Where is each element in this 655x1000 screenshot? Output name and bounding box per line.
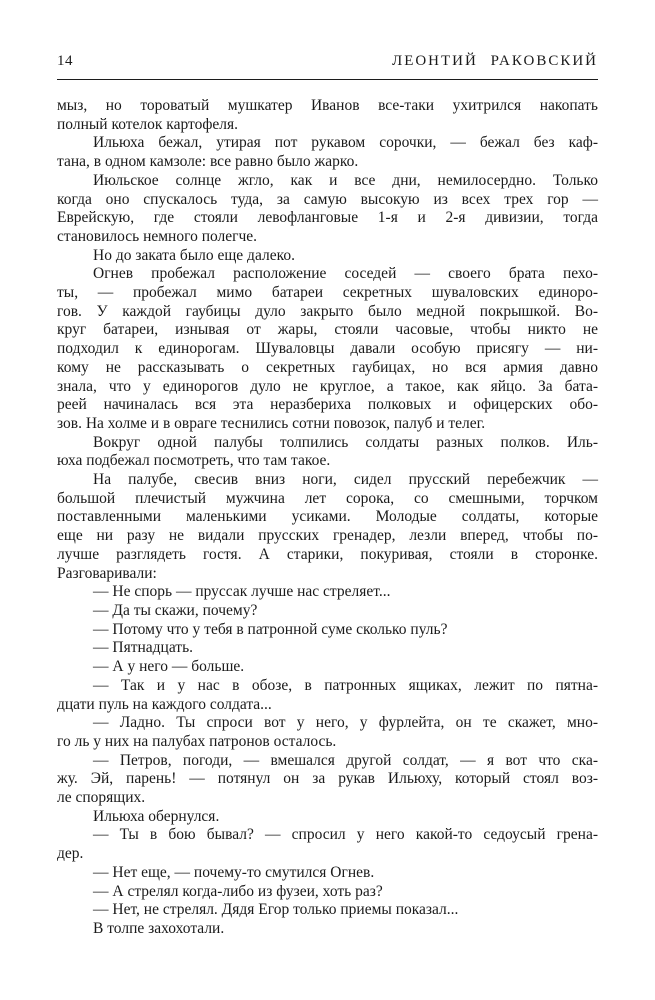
text-line: Июльское солнце жгло, как и все дни, немилосердно. Только [93, 171, 598, 189]
paragraph [57, 677, 598, 714]
paragraph [57, 621, 598, 640]
paragraph [57, 172, 598, 247]
paragraph [57, 134, 598, 171]
paragraph [57, 883, 598, 902]
text-line: Вокруг одной палубы толпились солдаты разных полков. Иль- [93, 433, 598, 451]
text-line: — Да ты скажи, почему? [93, 601, 258, 619]
page-header [57, 54, 598, 80]
text-line: жу. Эй, парень! — потянул он за рукав Ильюху, который стоял воз- [57, 770, 598, 788]
text-line: реей начиналась вся эта неразбериха полковых и офицерских обо- [57, 396, 598, 414]
text-line: На палубе, свесив вниз ноги, сидел прусский перебежчик — [93, 471, 598, 489]
text-line: ле спорящих. [57, 789, 146, 807]
running-head-author: ЛЕОНТИЙ РАКОВСКИЙ [392, 53, 598, 69]
text-line: круг батареи, изнывая от жары, стояли часовые, чтобы никто не [57, 321, 598, 339]
text-line: — Ты в бою бывал? — спросил у него какой-то седоусый грена- [93, 826, 598, 844]
text-line: го ль у них на палубах патронов осталось. [57, 732, 337, 750]
text-line: дер. [57, 845, 84, 863]
text-line: поставленными маленькими усиками. Молодые солдаты, которые [57, 508, 598, 526]
text-line: — Ладно. Ты спроси вот у него, у фурлейта, он те скажет, мно- [93, 714, 598, 732]
text-line: В толпе захохотали. [93, 919, 225, 937]
text-line: зов. На холме и в овраге теснились сотни повозок, палуб и телег. [57, 414, 486, 432]
text-line: знала, что у единорогов дуло не круглое, а такое, как яйцо. За бата- [57, 377, 598, 395]
paragraph [57, 97, 598, 134]
text-line: лучше разглядеть гостя. А старики, покуривая, стояли в сторонке. [57, 545, 598, 563]
paragraph [57, 265, 598, 433]
text-line: становилось немного полегче. [57, 227, 258, 245]
text-line: Ильюха бежал, утирая пот рукавом сорочки, — бежал без каф- [93, 134, 598, 152]
text-line: — Нет, не стрелял. Дядя Егор только приемы показал... [93, 901, 459, 919]
text-line: Огнев пробежал расположение соседей — своего брата пехо- [93, 265, 598, 283]
text-line: тана, в одном камзоле: все равно было жарко. [57, 153, 359, 171]
page-text [57, 97, 598, 939]
text-line: ты, — пробежал мимо батареи секретных шуваловских единоро- [57, 284, 598, 302]
page-number: 14 [57, 53, 73, 69]
text-line: — Не спорь — пруссак лучше нас стреляет... [93, 583, 391, 601]
paragraph [57, 901, 598, 920]
text-line: большой плечистый мужчина лет сорока, со смешными, торчком [57, 489, 598, 507]
text-line: Ильюха обернулся. [93, 807, 220, 825]
text-line: — Потому что у тебя в патронной суме сколько пуль? [93, 620, 448, 638]
text-line: подходил к единорогам. Шуваловцы давали особую присягу — ни- [57, 340, 598, 358]
paragraph [57, 714, 598, 751]
paragraph [57, 247, 598, 266]
paragraph [57, 639, 598, 658]
text-line: — Петров, погоди, — вмешался другой солдат, — я вот что ска- [93, 751, 598, 769]
text-line: — Нет еще, — почему-то смутился Огнев. [93, 863, 375, 881]
paragraph [57, 920, 598, 939]
text-line: — А стрелял когда-либо из фузеи, хоть раз? [93, 882, 383, 900]
text-line: Но до заката было еще далеко. [93, 246, 295, 264]
paragraph [57, 658, 598, 677]
text-line: — А у него — больше. [93, 658, 245, 676]
text-line: гов. У каждой гаубицы дуло закрыто было медной покрышкой. Во- [57, 302, 598, 320]
text-line: Разговаривали: [57, 564, 157, 582]
text-line: еще ни разу не видали прусских гренадер, лезли вперед, чтобы по- [57, 527, 598, 545]
paragraph [57, 864, 598, 883]
text-line: полный котелок картофеля. [57, 115, 238, 133]
paragraph [57, 808, 598, 827]
text-line: юха подбежал посмотреть, что там такое. [57, 452, 331, 470]
text-line: мыз, но тороватый мушкатер Иванов все-таки ухитрился накопать [57, 97, 598, 114]
text-line: — Так и у нас в обозе, в патронных ящиках, лежит по пятна- [93, 676, 598, 694]
paragraph [57, 471, 598, 583]
text-line: когда оно спускалось туда, за самую высокую из всех трех гор — [57, 190, 598, 208]
text-line: Еврейскую, где стояли левофланговые 1-я и 2-я дивизии, тогда [57, 209, 598, 227]
paragraph [57, 583, 598, 602]
text-line: дцати пуль на каждого солдата... [57, 695, 272, 713]
paragraph [57, 752, 598, 808]
paragraph [57, 826, 598, 863]
text-line: — Пятнадцать. [93, 639, 194, 657]
paragraph [57, 434, 598, 471]
paragraph [57, 602, 598, 621]
text-line: кому не рассказывать о секретных гаубицах, но вся армия давно [57, 358, 598, 376]
